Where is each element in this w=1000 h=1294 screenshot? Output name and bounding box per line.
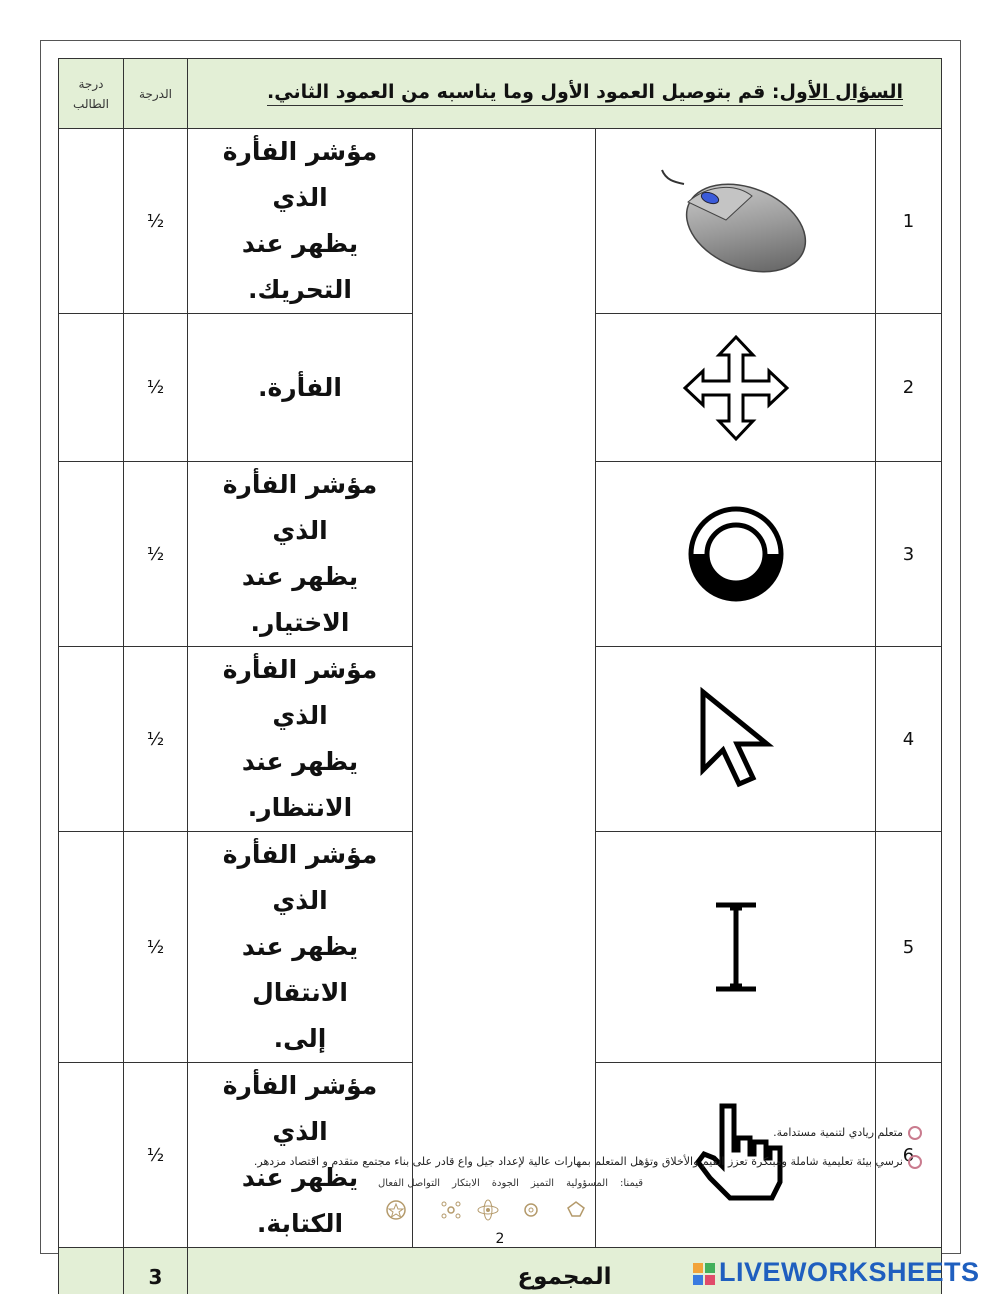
grade-cell: ½ bbox=[124, 129, 188, 314]
page-number: 2 bbox=[495, 1231, 505, 1247]
grade-cell: ½ bbox=[124, 647, 188, 832]
question-text: قم بتوصيل العمود الأول وما يناسبه من العمود الثاني. bbox=[267, 81, 772, 103]
image-cell[interactable] bbox=[596, 314, 876, 462]
footer-vision: متعلم ريادي لتنمية مستدامة. bbox=[773, 1126, 922, 1140]
total-value: 3 bbox=[124, 1248, 188, 1294]
question-label: السؤال الأول bbox=[779, 81, 903, 103]
grade-cell: ½ bbox=[124, 314, 188, 462]
student-total-cell[interactable] bbox=[59, 1248, 124, 1294]
row-number: 2 bbox=[876, 314, 942, 462]
table-row bbox=[59, 129, 942, 314]
image-cell[interactable] bbox=[596, 647, 876, 832]
row-number: 3 bbox=[876, 462, 942, 647]
student-grade-header: درجة الطالب bbox=[59, 59, 124, 129]
student-grade-cell[interactable] bbox=[59, 832, 124, 1063]
target-icon bbox=[908, 1126, 922, 1140]
target-icon bbox=[908, 1155, 922, 1169]
phrase-cell[interactable]: مؤشر الفأرة الذي يظهر عند الانتظار. bbox=[188, 647, 413, 832]
grade-header: الدرجة bbox=[124, 59, 188, 129]
student-grade-cell[interactable] bbox=[59, 647, 124, 832]
quality-icon bbox=[476, 1198, 500, 1222]
grade-cell: ½ bbox=[124, 462, 188, 647]
question-title: السؤال الأول: قم بتوصيل العمود الأول وما يناسبه من العمود الثاني. bbox=[188, 59, 942, 129]
text-ibeam-cursor-icon bbox=[706, 897, 766, 997]
phrase-cell[interactable]: مؤشر الفأرة الذي يظهر عند التحريك. bbox=[188, 129, 413, 314]
student-grade-cell[interactable] bbox=[59, 129, 124, 314]
row-number: 4 bbox=[876, 647, 942, 832]
grade-cell: ½ bbox=[124, 1063, 188, 1248]
innovation-icon bbox=[439, 1198, 463, 1222]
header-row bbox=[59, 59, 942, 129]
row-number: 1 bbox=[876, 129, 942, 314]
image-cell[interactable] bbox=[596, 462, 876, 647]
image-cell[interactable] bbox=[596, 832, 876, 1063]
row-number: 6 bbox=[876, 1063, 942, 1248]
total-label: المجموع bbox=[188, 1248, 942, 1294]
phrase-cell[interactable]: مؤشر الفأرة الذي يظهر عند الكتابة. bbox=[188, 1063, 413, 1248]
phrase-cell[interactable]: الفأرة. bbox=[188, 314, 413, 462]
liveworksheets-logo-icon bbox=[693, 1263, 715, 1285]
student-grade-cell[interactable] bbox=[59, 462, 124, 647]
matching-area[interactable] bbox=[413, 129, 596, 1248]
student-grade-cell[interactable] bbox=[59, 1063, 124, 1248]
responsibility-icon bbox=[564, 1198, 588, 1222]
footer-mission: نرسي بيئة تعليمية شاملة ومبتكرة تعزز القيم والأخلاق وتؤهل المتعلم بمهارات عالية لإعداد جيل واع قادر على بناء مجتمع متقدم و اقتصاد مزدهر. bbox=[254, 1155, 922, 1169]
arrow-pointer-icon bbox=[681, 684, 791, 794]
row-number: 5 bbox=[876, 832, 942, 1063]
grade-cell: ½ bbox=[124, 832, 188, 1063]
image-cell[interactable] bbox=[596, 129, 876, 314]
value-icons bbox=[384, 1198, 588, 1226]
liveworksheets-logo[interactable]: LIVEWORKSHEETS bbox=[693, 1257, 980, 1288]
communication-icon bbox=[384, 1198, 408, 1222]
student-grade-cell[interactable] bbox=[59, 314, 124, 462]
values-list: قيمنا:المسؤوليةالتميزالجودةالابتكارالتواصل الفعال bbox=[378, 1178, 644, 1189]
phrase-cell[interactable]: مؤشر الفأرة الذي يظهر عند الانتقال إلى. bbox=[188, 832, 413, 1063]
excellence-icon bbox=[519, 1198, 543, 1222]
busy-ring-cursor-icon bbox=[681, 496, 791, 612]
move-cursor-icon bbox=[681, 333, 791, 443]
computer-mouse-icon bbox=[656, 166, 816, 276]
phrase-cell[interactable]: مؤشر الفأرة الذي يظهر عند الاختيار. bbox=[188, 462, 413, 647]
matching-table bbox=[58, 58, 942, 1294]
